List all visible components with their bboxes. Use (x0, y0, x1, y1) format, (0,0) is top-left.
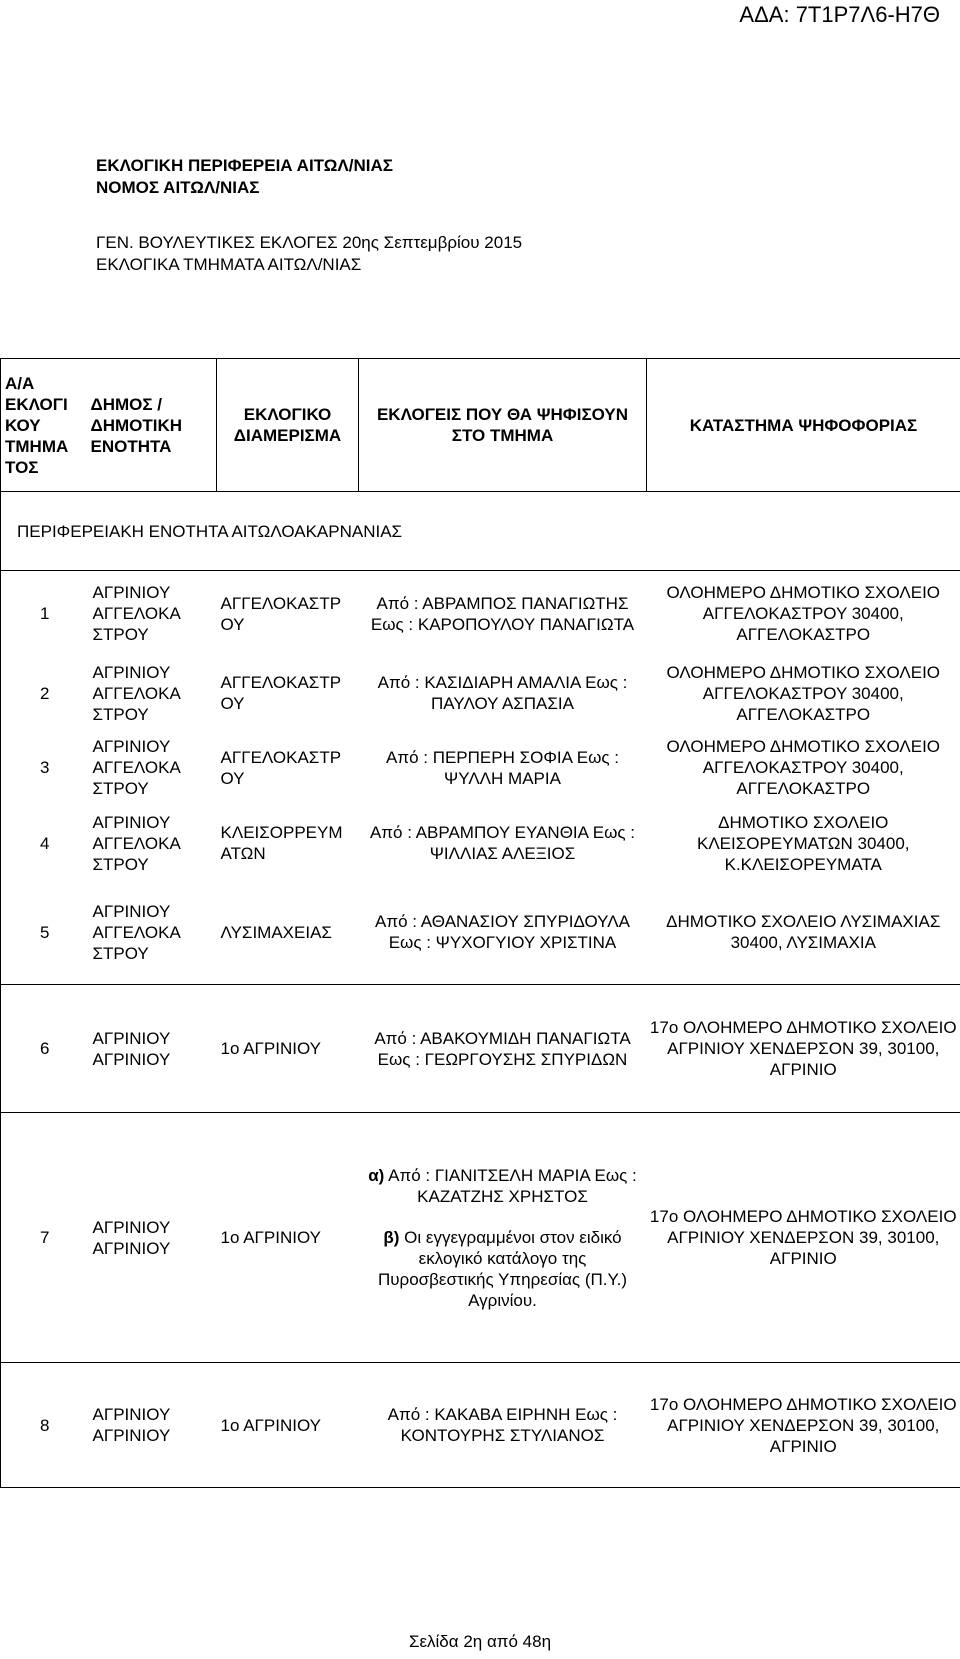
store-cell: ΟΛΟΗΜΕΡΟ ΔΗΜΟΤΙΚΟ ΣΧΟΛΕΙΟ ΑΓΓΕΛΟΚΑΣΤΡΟΥ 30400, ΑΓΓΕΛΟΚΑΣΤΡΟ (647, 571, 960, 657)
polling-stations-table (0, 358, 960, 1488)
header-line-3: ΓΕΝ. ΒΟΥΛΕΥΤΙΚΕΣ ΕΚΛΟΓΕΣ 20ης Σεπτεμβρίου 2015 (96, 233, 523, 252)
row-number: 4 (1, 806, 89, 881)
voters-b-label: β) (383, 1227, 400, 1247)
store-cell: 17ο ΟΛΟΗΜΕΡΟ ΔΗΜΟΤΙΚΟ ΣΧΟΛΕΙΟ ΑΓΡΙΝΙΟΥ ΧΕΝΔΕΡΣΟΝ 39, 30100, ΑΓΡΙΝΙΟ (647, 985, 960, 1113)
store-cell: ΟΛΟΗΜΕΡΟ ΔΗΜΟΤΙΚΟ ΣΧΟΛΕΙΟ ΑΓΓΕΛΟΚΑΣΤΡΟΥ 30400, ΑΓΓΕΛΟΚΑΣΤΡΟ (647, 657, 960, 730)
diamerisma-cell: ΑΓΓΕΛΟΚΑΣΤΡ ΟΥ (220, 747, 341, 788)
header-block-1 (96, 155, 393, 199)
voters-b-text: Οι εγγεγραμμένοι στον ειδικό εκλογικό κατάλογο της Πυροσβεστικής Υπηρεσίας (Π.Υ.) Αγρινίου. (377, 1227, 628, 1310)
table-row (1, 1113, 960, 1363)
store-cell: 17ο ΟΛΟΗΜΕΡΟ ΔΗΜΟΤΙΚΟ ΣΧΟΛΕΙΟ ΑΓΡΙΝΙΟΥ ΧΕΝΔΕΡΣΟΝ 39, 30100, ΑΓΡΙΝΙΟ (647, 1363, 960, 1488)
voters-part-a (361, 1165, 645, 1207)
table-row (1, 881, 960, 985)
diamerisma-cell: 1ο ΑΓΡΙΝΙΟΥ (217, 1363, 359, 1488)
store-cell: ΟΛΟΗΜΕΡΟ ΔΗΜΟΤΙΚΟ ΣΧΟΛΕΙΟ ΑΓΓΕΛΟΚΑΣΤΡΟΥ 30400, ΑΓΓΕΛΟΚΑΣΤΡΟ (647, 730, 960, 806)
dimos-cell: ΑΓΡΙΝΙΟΥ ΑΓΡΙΝΙΟΥ (89, 985, 217, 1113)
header-line-1: ΕΚΛΟΓΙΚΗ ΠΕΡΙΦΕΡΕΙΑ ΑΙΤΩΛ/ΝΙΑΣ (96, 156, 393, 175)
diamerisma-cell: 1ο ΑΓΡΙΝΙΟΥ (217, 1113, 359, 1363)
voters-part-b (361, 1227, 645, 1311)
voters-a-label: α) (368, 1165, 385, 1185)
header-line-4: ΕΚΛΟΓΙΚΑ ΤΜΗΜΑΤΑ ΑΙΤΩΛ/ΝΙΑΣ (96, 255, 362, 274)
region-row (1, 492, 960, 571)
diamerisma-cell: ΑΓΓΕΛΟΚΑΣΤΡ ΟΥ (217, 571, 359, 657)
table-header-row (1, 359, 960, 492)
voters-a-text: Από : ΓΙΑΝΙΤΣΕΛΗ ΜΑΡΙΑ Εως : ΚΑΖΑΤΖΗΣ ΧΡΗΣΤΟΣ (388, 1165, 637, 1206)
diamerisma-cell: ΑΓΓΕΛΟΚΑΣΤΡ ΟΥ (220, 673, 341, 713)
table-row (1, 806, 960, 881)
voters-cell: Από : ΚΑΚΑΒΑ ΕΙΡΗΝΗ Εως : ΚΟΝΤΟΥΡΗΣ ΣΤΥΛΙΑΝΟΣ (359, 1363, 647, 1488)
dimos-cell: ΑΓΡΙΝΙΟΥ ΑΓΡΙΝΙΟΥ (89, 1363, 217, 1488)
table-row (1, 571, 960, 657)
voters-cell: Από : ΠΕΡΠΕΡΗ ΣΟΦΙΑ Εως : ΨΥΛΛΗ ΜΑΡΙΑ (386, 747, 619, 788)
row-number: 8 (1, 1363, 89, 1488)
voters-cell: Από : ΑΘΑΝΑΣΙΟΥ ΣΠΥΡΙΔΟΥΛΑ Εως : ΨΥΧΟΓΥΙΟΥ ΧΡΙΣΤΙΝΑ (375, 912, 630, 953)
store-cell: 17ο ΟΛΟΗΜΕΡΟ ΔΗΜΟΤΙΚΟ ΣΧΟΛΕΙΟ ΑΓΡΙΝΙΟΥ ΧΕΝΔΕΡΣΟΝ 39, 30100, ΑΓΡΙΝΙΟ (647, 1113, 960, 1363)
store-cell: ΔΗΜΟΤΙΚΟ ΣΧΟΛΕΙΟ ΚΛΕΙΣΟΡΕΥΜΑΤΩΝ 30400, Κ.ΚΛΕΙΣΟΡΕΥΜΑΤΑ (647, 806, 960, 881)
col-header-aa: Α/Α ΕΚΛΟΓΙ ΚΟΥ ΤΜΗΜΑ ΤΟΣ (1, 359, 89, 492)
header-block-2 (96, 232, 522, 276)
row-number: 7 (1, 1113, 89, 1363)
table-row (1, 1363, 960, 1488)
voters-cell: Από : ΑΒΑΚΟΥΜΙΔΗ ΠΑΝΑΓΙΩΤΑ Εως : ΓΕΩΡΓΟΥΣΗΣ ΣΠΥΡΙΔΩΝ (359, 985, 647, 1113)
table-row (1, 985, 960, 1113)
voters-cell: Από : ΚΑΣΙΔΙΑΡΗ ΑΜΑΛΙΑ Εως : ΠΑΥΛΟΥ ΑΣΠΑΣΙΑ (377, 673, 628, 713)
voters-cell (359, 1113, 647, 1363)
col-header-ekloges: ΕΚΛΟΓΕΙΣ ΠΟΥ ΘΑ ΨΗΦΙΣΟΥΝ ΣΤΟ ΤΜΗΜΑ (359, 359, 647, 492)
row-number: 3 (1, 730, 89, 806)
row-number: 5 (1, 881, 89, 985)
col-header-dimos: ΔΗΜΟΣ / ΔΗΜΟΤΙΚΗ ΕΝΟΤΗΤΑ (89, 359, 217, 492)
page-footer: Σελίδα 2η από 48η (408, 1632, 552, 1651)
diamerisma-cell: ΛΥΣΙΜΑΧΕΙΑΣ (220, 922, 332, 942)
dimos-cell: ΑΓΡΙΝΙΟΥ ΑΓΓΕΛΟΚΑ ΣΤΡΟΥ (92, 737, 180, 798)
col-header-katastima: ΚΑΤΑΣΤΗΜΑ ΨΗΦΟΦΟΡΙΑΣ (647, 359, 960, 492)
store-cell: ΔΗΜΟΤΙΚΟ ΣΧΟΛΕΙΟ ΛΥΣΙΜΑΧΙΑΣ 30400, ΛΥΣΙΜΑΧΙΑ (647, 881, 960, 985)
table-row (1, 657, 960, 730)
diamerisma-cell: 1ο ΑΓΡΙΝΙΟΥ (217, 985, 359, 1113)
row-number: 1 (1, 571, 89, 657)
voters-cell: Από : ΑΒΡΑΜΠΟΣ ΠΑΝΑΓΙΩΤΗΣ Εως : ΚΑΡΟΠΟΥΛΟΥ ΠΑΝΑΓΙΩΤΑ (359, 571, 647, 657)
col-header-diamerisma: ΕΚΛΟΓΙΚΟ ΔΙΑΜΕΡΙΣΜΑ (217, 359, 359, 492)
voters-cell: Από : ΑΒΡΑΜΠΟΥ ΕΥΑΝΘΙΑ Εως : ΨΙΛΛΙΑΣ ΑΛΕΞΙΟΣ (369, 823, 636, 863)
dimos-cell: ΑΓΡΙΝΙΟΥ ΑΓΓΕΛΟΚΑ ΣΤΡΟΥ (92, 812, 180, 874)
row-number: 2 (1, 657, 89, 730)
dimos-cell: ΑΓΡΙΝΙΟΥ ΑΓΓΕΛΟΚΑ ΣΤΡΟΥ (92, 901, 180, 963)
row-number: 6 (1, 985, 89, 1113)
dimos-cell: ΑΓΡΙΝΙΟΥ ΑΓΡΙΝΙΟΥ (89, 1113, 217, 1363)
region-title: ΠΕΡΙΦΕΡΕΙΑΚΗ ΕΝΟΤΗΤΑ ΑΙΤΩΛΟΑΚΑΡΝΑΝΙΑΣ (17, 521, 403, 541)
dimos-cell: ΑΓΡΙΝΙΟΥ ΑΓΓΕΛΟΚΑ ΣΤΡΟΥ (89, 571, 217, 657)
header-line-2: ΝΟΜΟΣ ΑΙΤΩΛ/ΝΙΑΣ (96, 178, 260, 197)
dimos-cell: ΑΓΡΙΝΙΟΥ ΑΓΓΕΛΟΚΑ ΣΤΡΟΥ (92, 662, 180, 724)
ada-code: ΑΔΑ: 7Τ1Ρ7Λ6-Η7Θ (739, 2, 940, 27)
table-row (1, 730, 960, 806)
diamerisma-cell: ΚΛΕΙΣΟΡΡΕΥΜ ΑΤΩΝ (220, 823, 343, 863)
